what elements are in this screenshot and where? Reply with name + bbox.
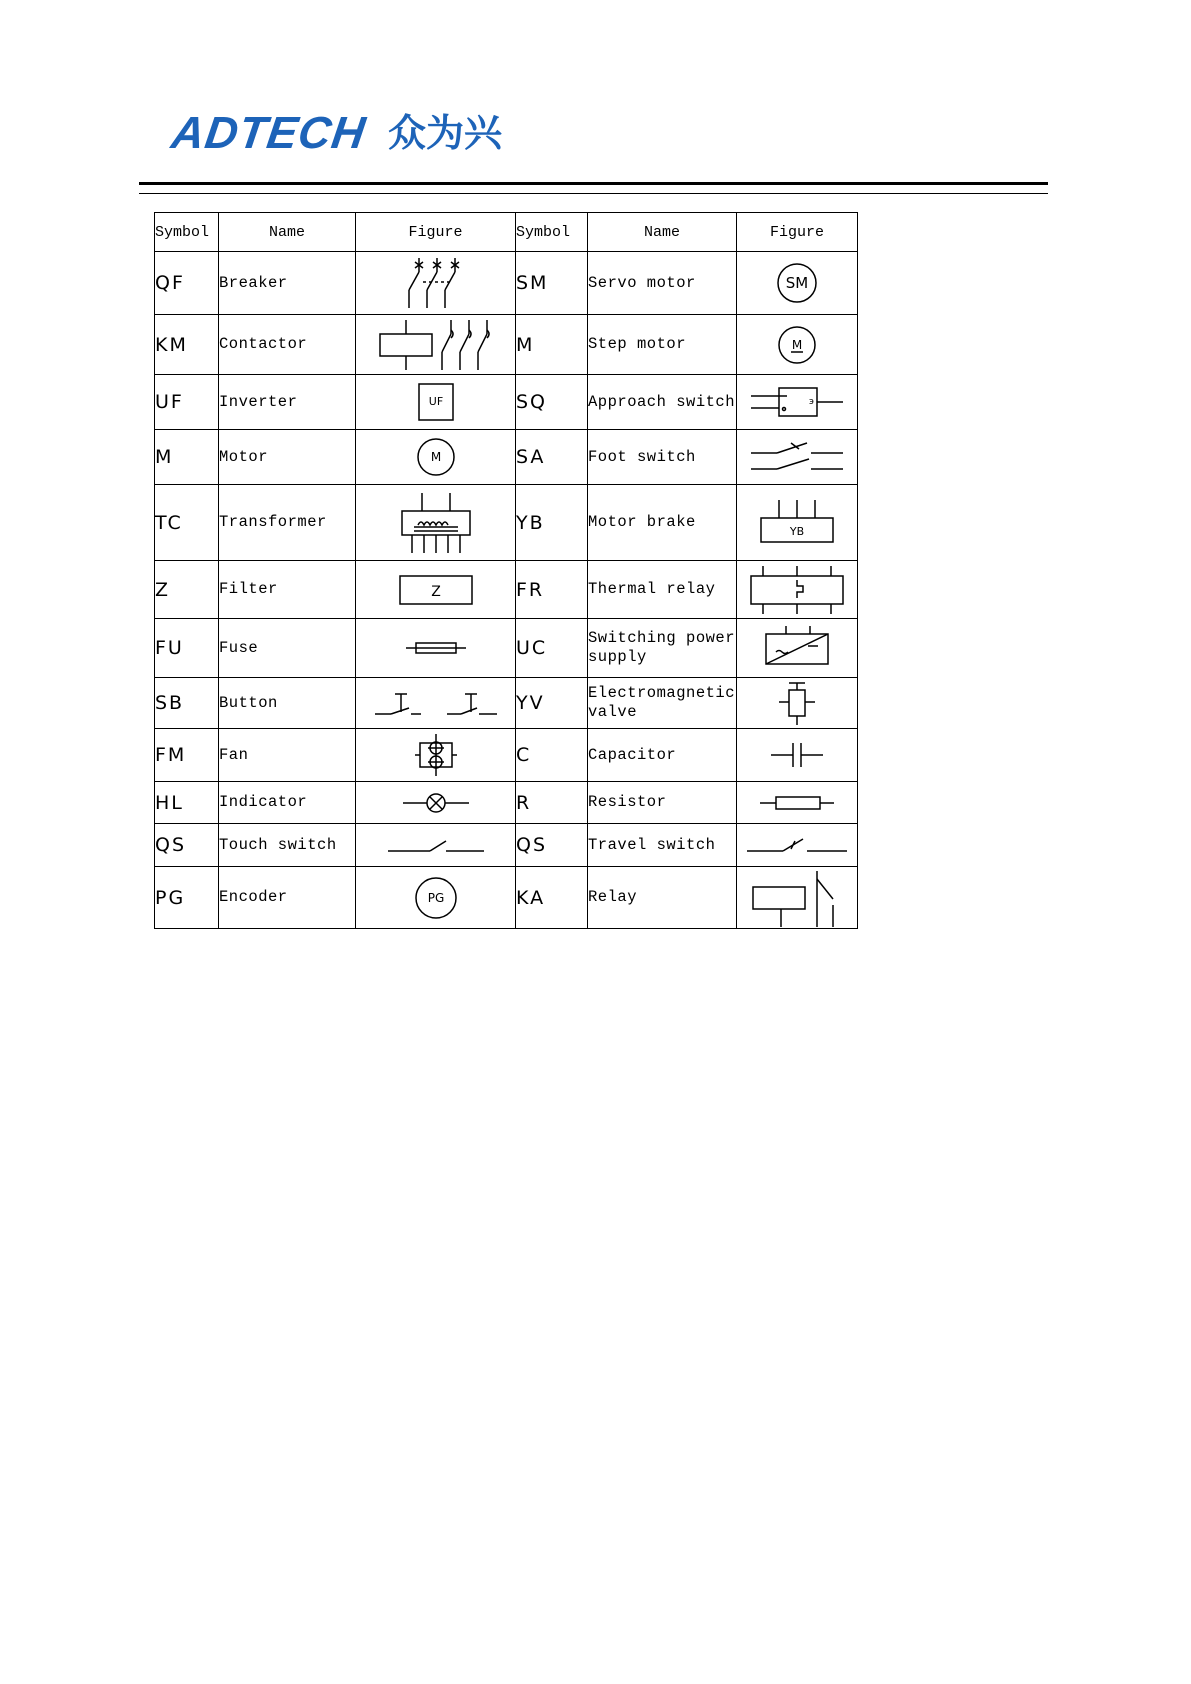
symbol-cell: UF bbox=[155, 375, 219, 430]
symbol-cell: HL bbox=[155, 782, 219, 824]
symbol-cell: SB bbox=[155, 678, 219, 729]
table-row bbox=[155, 315, 858, 375]
foot-switch-icon bbox=[747, 437, 847, 477]
figure-cell bbox=[737, 485, 858, 561]
name-cell: Motor brake bbox=[588, 485, 737, 561]
name-cell: Servo motor bbox=[588, 252, 737, 315]
name-cell: Thermal relay bbox=[588, 561, 737, 619]
name-cell: Travel switch bbox=[588, 824, 737, 867]
figure-cell bbox=[356, 678, 516, 729]
symbol-cell: SQ bbox=[516, 375, 588, 430]
breaker-icon bbox=[401, 256, 471, 310]
header-symbol: Symbol bbox=[516, 213, 588, 252]
name-cell: Button bbox=[219, 678, 356, 729]
figure-cell bbox=[737, 729, 858, 782]
inverter-label: UF bbox=[428, 395, 443, 408]
approach-switch-icon bbox=[747, 382, 847, 422]
figure-cell bbox=[356, 619, 516, 678]
symbol-cell: QS bbox=[155, 824, 219, 867]
contactor-icon bbox=[376, 318, 496, 372]
symbol-cell: FR bbox=[516, 561, 588, 619]
name-cell: Electromagnetic valve bbox=[588, 678, 737, 729]
symbol-cell: YB bbox=[516, 485, 588, 561]
table-row bbox=[155, 824, 858, 867]
name-cell: Encoder bbox=[219, 867, 356, 929]
name-cell: Transformer bbox=[219, 485, 356, 561]
figure-cell bbox=[737, 867, 858, 929]
table-row bbox=[155, 430, 858, 485]
figure-cell bbox=[737, 315, 858, 375]
symbol-cell: QS bbox=[516, 824, 588, 867]
symbol-cell: SM bbox=[516, 252, 588, 315]
figure-cell bbox=[737, 430, 858, 485]
name-cell: Filter bbox=[219, 561, 356, 619]
name-cell: Capacitor bbox=[588, 729, 737, 782]
name-cell: Fan bbox=[219, 729, 356, 782]
name-cell: Indicator bbox=[219, 782, 356, 824]
name-cell: Breaker bbox=[219, 252, 356, 315]
header-name: Name bbox=[219, 213, 356, 252]
figure-cell bbox=[356, 782, 516, 824]
symbol-cell: QF bbox=[155, 252, 219, 315]
figure-cell bbox=[737, 619, 858, 678]
figure-cell bbox=[356, 561, 516, 619]
figure-cell bbox=[737, 678, 858, 729]
symbol-cell: M bbox=[155, 430, 219, 485]
header-rule-thick bbox=[139, 182, 1048, 185]
thermal-relay-icon bbox=[747, 564, 847, 616]
motor-brake-label: YB bbox=[789, 524, 805, 538]
table-row bbox=[155, 485, 858, 561]
table-header-row bbox=[155, 213, 858, 252]
figure-cell bbox=[737, 375, 858, 430]
svg-text:э: э bbox=[809, 397, 814, 407]
symbol-cell: FU bbox=[155, 619, 219, 678]
figure-cell bbox=[356, 485, 516, 561]
figure-cell bbox=[356, 375, 516, 430]
switching-power-supply-icon bbox=[762, 624, 832, 672]
travel-switch-icon bbox=[745, 833, 849, 857]
symbol-cell: PG bbox=[155, 867, 219, 929]
motor-icon bbox=[415, 437, 457, 477]
name-cell: Fuse bbox=[219, 619, 356, 678]
figure-cell bbox=[356, 430, 516, 485]
table-row bbox=[155, 782, 858, 824]
symbol-cell: M bbox=[516, 315, 588, 375]
symbol-cell: UC bbox=[516, 619, 588, 678]
servo-motor-label: SM bbox=[785, 274, 809, 292]
name-cell: Resistor bbox=[588, 782, 737, 824]
symbol-cell: SA bbox=[516, 430, 588, 485]
name-cell: Contactor bbox=[219, 315, 356, 375]
symbol-cell: C bbox=[516, 729, 588, 782]
name-cell: Switching power supply bbox=[588, 619, 737, 678]
figure-cell bbox=[737, 824, 858, 867]
header-symbol: Symbol bbox=[155, 213, 219, 252]
motor-label: M bbox=[430, 450, 441, 464]
symbol-cell: YV bbox=[516, 678, 588, 729]
name-cell: Foot switch bbox=[588, 430, 737, 485]
figure-cell bbox=[356, 252, 516, 315]
filter-icon bbox=[398, 573, 474, 607]
figure-cell bbox=[356, 315, 516, 375]
header-name: Name bbox=[588, 213, 737, 252]
name-cell: Approach switch bbox=[588, 375, 737, 430]
name-cell: Inverter bbox=[219, 375, 356, 430]
fuse-icon bbox=[404, 638, 468, 658]
transformer-icon bbox=[398, 491, 474, 555]
symbol-cell: Z bbox=[155, 561, 219, 619]
figure-cell bbox=[356, 729, 516, 782]
header-figure: Figure bbox=[737, 213, 858, 252]
table-row bbox=[155, 678, 858, 729]
name-cell: Step motor bbox=[588, 315, 737, 375]
brand-name: ADTECH bbox=[168, 107, 370, 158]
table-row bbox=[155, 375, 858, 430]
electromagnetic-valve-icon bbox=[777, 680, 817, 726]
touch-switch-icon bbox=[386, 833, 486, 857]
symbol-cell: TC bbox=[155, 485, 219, 561]
relay-icon bbox=[747, 869, 847, 927]
capacitor-icon bbox=[769, 740, 825, 770]
symbol-table bbox=[154, 212, 858, 929]
indicator-icon bbox=[401, 791, 471, 815]
table-row bbox=[155, 729, 858, 782]
step-motor-icon bbox=[775, 325, 819, 365]
figure-cell bbox=[737, 782, 858, 824]
header-figure: Figure bbox=[356, 213, 516, 252]
encoder-label: PG bbox=[427, 890, 444, 905]
figure-cell bbox=[737, 561, 858, 619]
encoder-icon bbox=[412, 876, 460, 920]
symbol-cell: KM bbox=[155, 315, 219, 375]
name-cell: Motor bbox=[219, 430, 356, 485]
figure-cell bbox=[356, 867, 516, 929]
inverter-icon bbox=[416, 381, 456, 423]
symbol-cell: R bbox=[516, 782, 588, 824]
symbol-cell: FM bbox=[155, 729, 219, 782]
header-rule-thin bbox=[139, 193, 1048, 194]
table-row bbox=[155, 561, 858, 619]
filter-label: Z bbox=[430, 583, 441, 600]
step-motor-label: M bbox=[791, 337, 803, 352]
table-row bbox=[155, 252, 858, 315]
motor-brake-icon bbox=[757, 498, 837, 548]
fan-icon bbox=[414, 733, 458, 777]
symbol-cell: KA bbox=[516, 867, 588, 929]
brand-name-cn: 众为兴 bbox=[388, 111, 503, 155]
figure-cell bbox=[356, 824, 516, 867]
figure-cell bbox=[737, 252, 858, 315]
table-row bbox=[155, 867, 858, 929]
resistor-icon bbox=[758, 793, 836, 813]
table-row bbox=[155, 619, 858, 678]
servo-motor-icon bbox=[773, 262, 821, 304]
name-cell: Relay bbox=[588, 867, 737, 929]
adtech-logo bbox=[168, 107, 512, 158]
name-cell: Touch switch bbox=[219, 824, 356, 867]
button-icon bbox=[373, 686, 499, 720]
